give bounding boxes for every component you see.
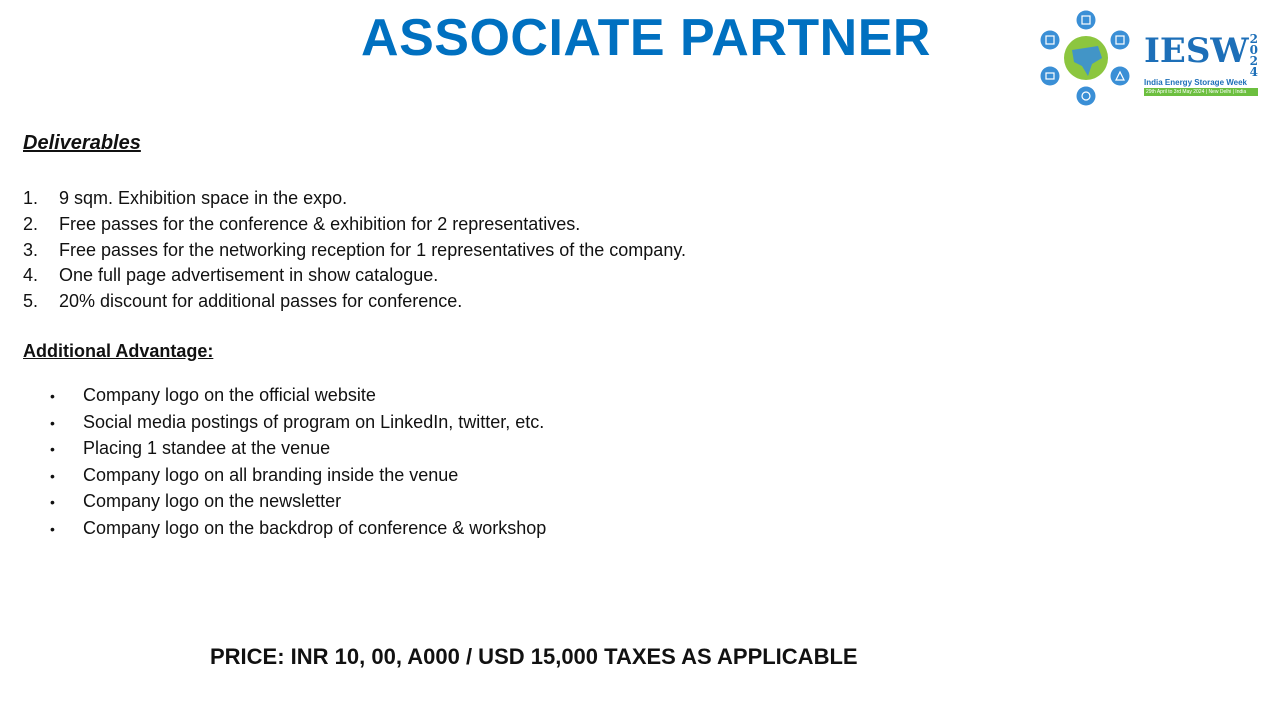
item-text: Free passes for the networking reception for 1 representatives of the company.: [59, 239, 686, 260]
iesw-logo: [1036, 6, 1266, 110]
deliverables-heading: Deliverables: [23, 132, 141, 154]
item-number: 2.: [23, 213, 39, 234]
logo-text: [1144, 31, 1260, 96]
advantages-heading: Additional Advantage:: [23, 341, 214, 361]
list-item: [50, 463, 546, 490]
logo-subtitle: India Energy Storage Week: [1144, 78, 1247, 87]
item-text: Free passes for the conference & exhibition for 2 representatives.: [59, 213, 581, 234]
slide-title: ASSOCIATE PARTNER: [361, 9, 931, 67]
list-item: [23, 289, 686, 315]
bullet-icon: •: [50, 441, 55, 458]
logo-year: 2024: [1249, 32, 1258, 79]
item-text: Company logo on the newsletter: [83, 491, 342, 512]
item-text: Company logo on the official website: [83, 385, 376, 405]
bullet-icon: •: [50, 520, 55, 537]
advantages-list: [50, 383, 546, 543]
logo-bubble-icon: [1111, 67, 1130, 86]
item-text: Company logo on all branding inside the venue: [83, 464, 459, 485]
item-number: 4.: [23, 265, 39, 286]
list-item: [23, 263, 686, 289]
item-text: 20% discount for additional passes for conference.: [59, 291, 463, 312]
item-number: 3.: [23, 239, 39, 260]
logo-bubble-icon: [1111, 31, 1130, 50]
bullet-icon: •: [50, 414, 55, 431]
item-number: 5.: [23, 291, 39, 312]
list-item: [50, 489, 546, 516]
logo-emblem-icon: [1036, 6, 1144, 110]
logo-bubble-icon: [1041, 31, 1060, 50]
logo-bubble-icon: [1077, 87, 1096, 106]
bullet-icon: •: [50, 467, 55, 484]
list-item: [50, 383, 546, 410]
item-text: Placing 1 standee at the venue: [83, 438, 331, 459]
list-item: [23, 212, 686, 238]
list-item: [23, 186, 686, 212]
price-line: PRICE: INR 10, 00, A000 / USD 15,000 TAXES AS APPLICABLE: [210, 644, 858, 669]
logo-bubble-icon: [1077, 11, 1096, 30]
logo-name: IESW2024: [1144, 31, 1258, 79]
item-text: Social media postings of program on LinkedIn, twitter, etc.: [83, 411, 545, 432]
bullet-icon: •: [50, 494, 55, 511]
logo-dates: 29th April to 3rd May 2024 | New Delhi | India: [1144, 88, 1258, 96]
item-text: One full page advertisement in show catalogue.: [59, 265, 439, 286]
item-number: 1.: [23, 188, 39, 208]
bullet-icon: •: [50, 388, 55, 404]
deliverables-list: [23, 186, 686, 315]
logo-bubble-icon: [1041, 67, 1060, 86]
list-item: [50, 516, 546, 543]
item-text: 9 sqm. Exhibition space in the expo.: [59, 188, 348, 208]
list-item: [50, 410, 546, 437]
list-item: [50, 436, 546, 463]
item-text: Company logo on the backdrop of conference & workshop: [83, 517, 547, 538]
list-item: [23, 238, 686, 264]
